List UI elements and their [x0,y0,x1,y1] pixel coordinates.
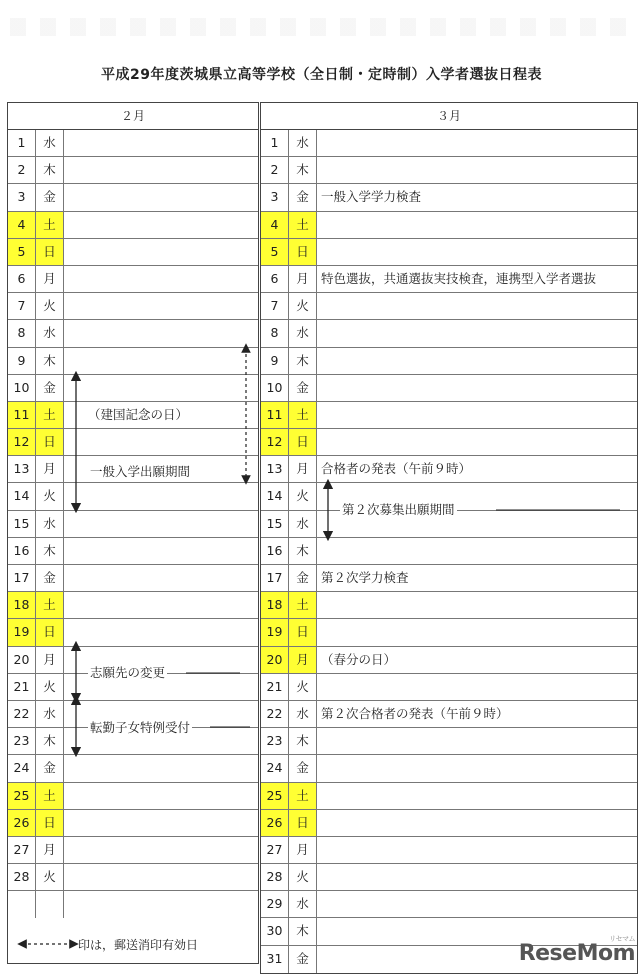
weekday: 月 [289,266,317,292]
event-text [64,619,258,645]
event-text: 第２次学力検査 [321,570,409,585]
day-number: 19 [8,619,36,645]
day-number: 4 [261,212,289,238]
weekday: 月 [289,837,317,863]
event-text [64,891,258,918]
weekday: 水 [36,511,64,537]
event-text [64,483,258,509]
calendar-row [261,538,637,565]
day-number: 27 [8,837,36,863]
day-number: 25 [261,783,289,809]
march-header: ３月 [261,103,637,130]
calendar-row [261,130,637,157]
day-number: 1 [8,130,36,156]
calendar-row [261,375,637,402]
calendar-row [261,239,637,266]
day-number: 20 [261,647,289,673]
weekday: 日 [36,429,64,455]
calendar-row [261,592,637,619]
calendar-row [8,266,258,293]
calendar-row [8,592,258,619]
weekday: 土 [36,402,64,428]
calendar-row [8,619,258,646]
day-number: 27 [261,837,289,863]
event-text [317,538,637,564]
calendar-row [261,320,637,347]
calendar-row [8,429,258,456]
weekday: 日 [36,619,64,645]
event-text [64,239,258,265]
note-shutsugan: 一般入学出願期間 [90,464,191,479]
weekday: 金 [36,184,64,210]
event-text [64,293,258,319]
day-number: 10 [8,375,36,401]
event-text [317,728,637,754]
event-text [64,810,258,836]
calendar-row [261,212,637,239]
event-text [317,130,637,156]
day-number: 7 [8,293,36,319]
page-title: 平成29年度茨城県立高等学校（全日制・定時制）入学者選抜日程表 [101,67,542,83]
day-number: 24 [8,755,36,781]
day-number: 11 [8,402,36,428]
event-text [317,348,637,374]
day-number: 5 [261,239,289,265]
calendar-row [261,674,637,701]
weekday: 土 [36,212,64,238]
calendar-row [8,130,258,157]
day-number: 13 [8,456,36,482]
day-number: 28 [8,864,36,890]
day-number: 25 [8,783,36,809]
calendar-row [261,456,637,483]
event-text: 合格者の発表（午前９時） [321,461,472,477]
event-text [64,130,258,156]
weekday: 木 [36,157,64,183]
event-text [317,239,637,265]
weekday: 木 [36,538,64,564]
weekday: 火 [289,674,317,700]
february-calendar [7,102,259,964]
weekday: 月 [36,647,64,673]
weekday: 金 [289,184,317,210]
calendar-row [8,212,258,239]
calendar-row [261,701,637,728]
weekday: 月 [36,837,64,863]
day-number: 10 [261,375,289,401]
day-number: 22 [8,701,36,727]
weekday: 水 [289,511,317,537]
day-number: 28 [261,864,289,890]
day-number: 14 [261,483,289,509]
weekday: 月 [36,456,64,482]
calendar-row [8,239,258,266]
weekday: 月 [36,266,64,292]
day-number: 2 [8,157,36,183]
day-number: 16 [8,538,36,564]
event-text [317,212,637,238]
calendar-row [261,402,637,429]
day-number: 11 [261,402,289,428]
note-henkou: 志願先の変更 [90,665,166,680]
day-number: 2 [261,157,289,183]
weekday: 日 [36,239,64,265]
event-text [317,619,637,645]
weekday: 木 [289,348,317,374]
day-number: 23 [261,728,289,754]
day-number: 6 [8,266,36,292]
calendar-row [8,837,258,864]
calendar-row [261,348,637,375]
event-text [317,837,637,863]
weekday: 月 [289,647,317,673]
event-text [64,320,258,346]
event-text: 第２次合格者の発表（午前９時） [321,705,509,721]
weekday: 土 [289,212,317,238]
event-text [64,755,258,781]
day-number: 3 [261,184,289,210]
event-text [317,674,637,700]
day-number: 15 [8,511,36,537]
weekday: 木 [289,538,317,564]
logo-text: ReseMom [518,941,635,966]
calendar-row [261,266,637,293]
event-text [64,348,258,374]
weekday: 土 [289,592,317,618]
weekday: 金 [289,946,317,973]
calendar-row [261,755,637,782]
event-text [64,837,258,863]
calendar-row [8,375,258,402]
weekday: 金 [36,755,64,781]
weekday: 木 [36,348,64,374]
calendar-row [261,728,637,755]
calendar-row [8,184,258,211]
day-number: 15 [261,511,289,537]
resemom-logo [518,935,635,966]
event-text [317,320,637,346]
day-number: 13 [261,456,289,482]
calendar-row [8,293,258,320]
event-text [64,266,258,292]
calendar-row [8,483,258,510]
calendar-row [261,647,637,674]
weekday: 水 [36,130,64,156]
weekday: 木 [289,728,317,754]
event-text [317,810,637,836]
calendar-row [8,538,258,565]
day-number: 24 [261,755,289,781]
day-number [8,891,36,918]
day-number: 29 [261,891,289,917]
day-number: 16 [261,538,289,564]
legend-text: 印は，郵送消印有効日 [78,938,199,952]
calendar-row [8,891,258,918]
event-text [64,511,258,537]
weekday: 金 [289,755,317,781]
logo-subtext: リセマム [609,935,635,943]
calendar-row [8,565,258,592]
event-text [317,891,637,917]
day-number: 17 [8,565,36,591]
day-number: 26 [8,810,36,836]
calendar-row [8,783,258,810]
weekday: 金 [36,565,64,591]
event-text: 一般入学学力検査 [321,189,422,205]
calendar-row [261,619,637,646]
calendar-row [8,511,258,538]
weekday: 金 [289,375,317,401]
day-number: 9 [8,348,36,374]
day-number: 26 [261,810,289,836]
calendar-row [8,348,258,375]
calendar-row [261,565,637,592]
event-text [64,157,258,183]
day-number: 20 [8,647,36,673]
calendar-row [8,320,258,347]
weekday: 日 [289,429,317,455]
weekday: 土 [289,402,317,428]
day-number: 5 [8,239,36,265]
march-rows [261,130,637,973]
note-kenkoku: （建国記念の日） [88,407,189,422]
weekday: 水 [289,320,317,346]
weekday: 水 [289,130,317,156]
event-text [64,592,258,618]
day-number: 18 [8,592,36,618]
event-text: 特色選抜，共通選抜実技検査，連携型入学者選抜 [321,270,597,286]
day-number: 8 [8,320,36,346]
event-text [317,157,637,183]
event-text [64,538,258,564]
weekday: 土 [36,592,64,618]
event-text: （春分の日） [321,651,397,667]
calendar-row [261,837,637,864]
day-number: 8 [261,320,289,346]
day-number: 18 [261,592,289,618]
faded-header-artifact [10,18,630,36]
calendar-row [261,184,637,211]
event-text [64,429,258,455]
day-number: 1 [261,130,289,156]
day-number: 22 [261,701,289,727]
day-number: 23 [8,728,36,754]
weekday: 月 [289,456,317,482]
calendar-row [261,429,637,456]
event-text [317,402,637,428]
calendar-row [261,891,637,918]
day-number: 30 [261,918,289,944]
event-text [64,184,258,210]
march-calendar [260,102,638,974]
calendar-row [261,293,637,320]
event-text [317,755,637,781]
event-text [64,565,258,591]
event-text [317,864,637,890]
calendar-row [261,157,637,184]
event-text [64,783,258,809]
weekday: 水 [36,320,64,346]
calendar-row [8,810,258,837]
day-number: 19 [261,619,289,645]
weekday: 水 [289,701,317,727]
weekday: 土 [36,783,64,809]
event-text [64,375,258,401]
day-number: 21 [261,674,289,700]
weekday: 水 [36,701,64,727]
weekday: 火 [36,864,64,890]
february-header: ２月 [8,103,258,130]
day-number: 17 [261,565,289,591]
weekday: 日 [289,239,317,265]
calendar-row [8,755,258,782]
day-number: 7 [261,293,289,319]
calendar-row [8,864,258,891]
calendar-row [261,864,637,891]
day-number: 4 [8,212,36,238]
note-boshu: 第２次募集出願期間 [342,502,455,517]
weekday: 日 [289,619,317,645]
weekday: 火 [289,293,317,319]
weekday: 金 [289,565,317,591]
day-number: 3 [8,184,36,210]
weekday: 火 [36,674,64,700]
weekday [36,891,64,918]
event-text [317,783,637,809]
event-text [64,212,258,238]
day-number: 9 [261,348,289,374]
february-rows [8,130,258,918]
weekday: 火 [36,483,64,509]
weekday: 日 [289,810,317,836]
event-text [64,864,258,890]
weekday: 日 [36,810,64,836]
event-text [317,375,637,401]
weekday: 木 [36,728,64,754]
weekday: 火 [289,864,317,890]
day-number: 12 [8,429,36,455]
weekday: 火 [36,293,64,319]
weekday: 木 [289,918,317,944]
calendar-row [8,157,258,184]
weekday: 木 [289,157,317,183]
day-number: 12 [261,429,289,455]
weekday: 火 [289,483,317,509]
day-number: 31 [261,946,289,973]
weekday: 土 [289,783,317,809]
day-number: 14 [8,483,36,509]
note-tenkin: 転勤子女特例受付 [90,720,191,735]
event-text [317,429,637,455]
calendar-row [261,783,637,810]
event-text [317,592,637,618]
weekday: 金 [36,375,64,401]
day-number: 21 [8,674,36,700]
day-number: 6 [261,266,289,292]
calendar-row [261,810,637,837]
event-text [317,293,637,319]
weekday: 水 [289,891,317,917]
